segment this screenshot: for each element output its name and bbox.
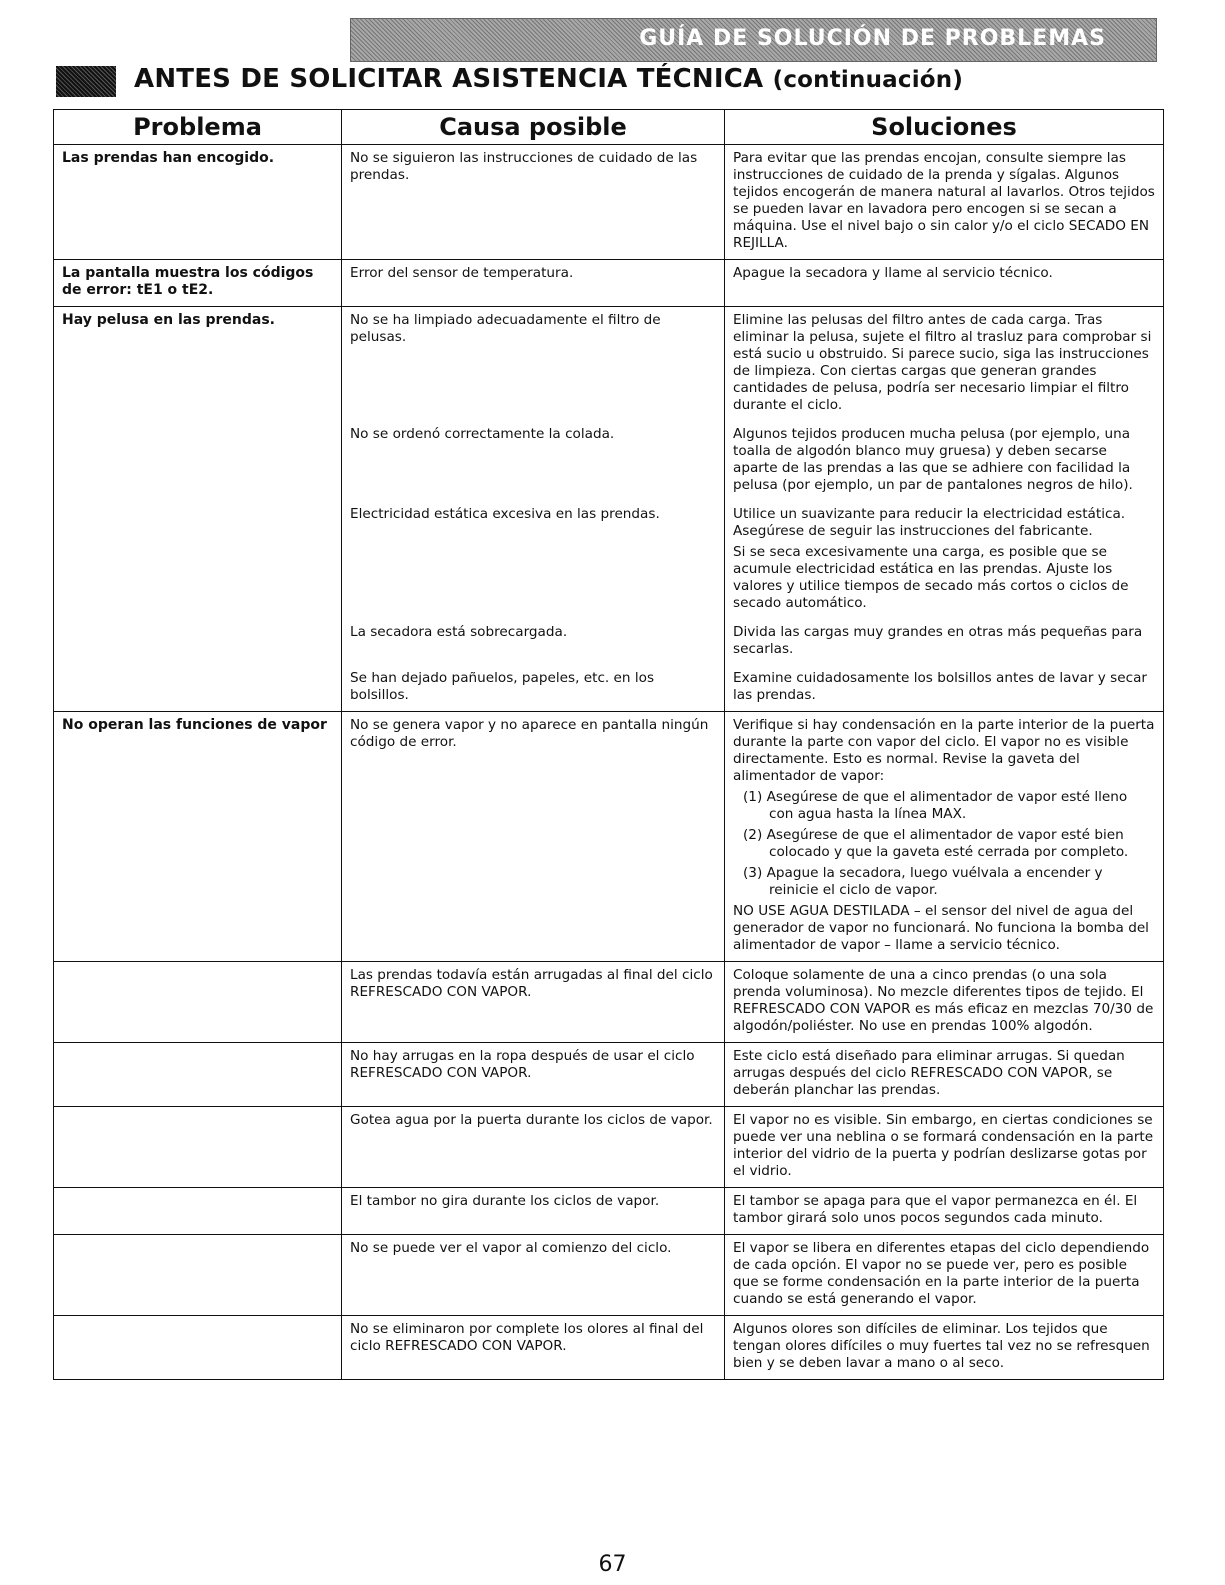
problem-cell — [54, 1316, 342, 1380]
solution-cell — [725, 1316, 1164, 1380]
solution-cell — [725, 501, 1164, 619]
solution-step: (3) Apague la secadora, luego vuélvala a encender y reinicie el ciclo de vapor. — [743, 865, 1103, 898]
solution-text: Verifique si hay condensación en la parte interior de la puerta durante la parte con vapor del ciclo. El vapor no es visible directamente. Esto es normal. Revise la gaveta del alimentador de vapor: — [733, 717, 1155, 784]
table-row — [54, 712, 1164, 962]
table-row — [54, 962, 1164, 1043]
solution-cell — [725, 1235, 1164, 1316]
problem-cell — [54, 665, 342, 712]
cause-cell: No se eliminaron por complete los olores al final del ciclo REFRESCADO CON VAPOR. — [342, 1316, 725, 1380]
solution-cell — [725, 712, 1164, 962]
problem-cell: Las prendas han encogido. — [54, 145, 342, 260]
cause-cell: La secadora está sobrecargada. — [342, 619, 725, 665]
problem-cell — [54, 1235, 342, 1316]
table-header-row — [54, 110, 1164, 145]
problem-cell — [54, 1188, 342, 1235]
cause-cell: Gotea agua por la puerta durante los ciclos de vapor. — [342, 1107, 725, 1188]
solution-cell — [725, 260, 1164, 307]
cause-cell: Las prendas todavía están arrugadas al final del ciclo REFRESCADO CON VAPOR. — [342, 962, 725, 1043]
problem-cell: No operan las funciones de vapor — [54, 712, 342, 962]
page-title-main: ANTES DE SOLICITAR ASISTENCIA TÉCNICA — [134, 64, 764, 94]
solution-text: Algunos olores son difíciles de eliminar. Los tejidos que tengan olores difíciles o muy fuertes tal vez no se refresquen bien y se deben lavar a mano o al seco. — [733, 1321, 1150, 1371]
solution-notes: NO USE AGUA DESTILADA – el sensor del nivel de agua del generador de vapor no funcionará. No funciona la bomba del alimentador de vapor – llame a servicio técnico. — [733, 903, 1149, 953]
solution-cell — [725, 307, 1164, 422]
table-row — [54, 501, 1164, 619]
solution-text: Si se seca excesivamente una carga, es posible que se acumule electricidad estática en las prendas. Ajuste los valores y utilice tiempos de secado más cortos o ciclos de secado automático. — [733, 544, 1129, 611]
page-title — [134, 64, 963, 94]
solution-text: Elimine las pelusas del filtro antes de cada carga. Tras eliminar la pelusa, sujete el filtro al trasluz para comprobar si está sucio u obstruido. Si parece sucio, siga las instrucciones de limpieza. Con ciertas cargas que generan grandes cantidades de pelusa, podría ser necesario limpiar el filtro durante el ciclo. — [733, 312, 1152, 413]
table-row — [54, 619, 1164, 665]
page-title-suffix: (continuación) — [772, 67, 964, 93]
column-header-cause: Causa posible — [342, 110, 725, 145]
problem-cell — [54, 619, 342, 665]
solution-cell — [725, 1043, 1164, 1107]
solution-text: Examine cuidadosamente los bolsillos antes de lavar y secar las prendas. — [733, 670, 1148, 703]
solution-cell — [725, 962, 1164, 1043]
solution-cell — [725, 1188, 1164, 1235]
problem-cell: Hay pelusa en las prendas. — [54, 307, 342, 422]
cause-cell: No se siguieron las instrucciones de cuidado de las prendas. — [342, 145, 725, 260]
problem-cell — [54, 501, 342, 619]
solution-cell — [725, 1107, 1164, 1188]
solution-step: (1) Asegúrese de que el alimentador de vapor esté lleno con agua hasta la línea MAX. — [743, 789, 1128, 822]
solution-text: Este ciclo está diseñado para eliminar arrugas. Si quedan arrugas después del ciclo REFRESCADO CON VAPOR, se deberán planchar las prendas. — [733, 1048, 1125, 1098]
section-header-band — [350, 18, 1157, 62]
table-row — [54, 1235, 1164, 1316]
troubleshooting-table — [53, 109, 1164, 1380]
table-row — [54, 665, 1164, 712]
problem-cell — [54, 421, 342, 501]
table-row — [54, 1188, 1164, 1235]
table-row — [54, 307, 1164, 422]
column-header-solutions: Soluciones — [725, 110, 1164, 145]
solution-cell — [725, 619, 1164, 665]
solution-text: El tambor se apaga para que el vapor permanezca en él. El tambor girará solo unos pocos segundos cada minuto. — [733, 1193, 1138, 1226]
cause-cell: No se genera vapor y no aparece en pantalla ningún código de error. — [342, 712, 725, 962]
table-row — [54, 260, 1164, 307]
solution-text: Utilice un suavizante para reducir la electricidad estática. Asegúrese de seguir las instrucciones del fabricante. — [733, 506, 1126, 539]
solution-text: Para evitar que las prendas encojan, consulte siempre las instrucciones de cuidado de la prenda y sígalas. Algunos tejidos encogerán de manera natural al lavarlos. Otros tejidos se pueden lavar en lavadora pero encogen si se secan a máquina. Use el nivel bajo o sin calor y/o el ciclo SECADO EN REJILLA. — [733, 150, 1155, 251]
cause-cell: Se han dejado pañuelos, papeles, etc. en los bolsillos. — [342, 665, 725, 712]
problem-cell — [54, 962, 342, 1043]
problem-cell — [54, 1043, 342, 1107]
table-row — [54, 421, 1164, 501]
cause-cell: El tambor no gira durante los ciclos de vapor. — [342, 1188, 725, 1235]
table-row — [54, 1316, 1164, 1380]
solution-text: Coloque solamente de una a cinco prendas (o una sola prenda voluminosa). No mezcle diferentes tipos de tejido. El REFRESCADO CON VAPOR es más eficaz en mezclas 70/30 de algodón/poliéster. No use en prendas 100% algodón. — [733, 967, 1154, 1034]
cause-cell: No se ordenó correctamente la colada. — [342, 421, 725, 501]
cause-cell: No se puede ver el vapor al comienzo del ciclo. — [342, 1235, 725, 1316]
cause-cell: Electricidad estática excesiva en las prendas. — [342, 501, 725, 619]
solution-cell — [725, 665, 1164, 712]
solution-cell — [725, 145, 1164, 260]
cause-cell: No hay arrugas en la ropa después de usar el ciclo REFRESCADO CON VAPOR. — [342, 1043, 725, 1107]
problem-cell: La pantalla muestra los códigos de error: tE1 o tE2. — [54, 260, 342, 307]
solution-step: (2) Asegúrese de que el alimentador de vapor esté bien colocado y que la gaveta esté cerrada por completo. — [743, 827, 1129, 860]
solution-text: Algunos tejidos producen mucha pelusa (por ejemplo, una toalla de algodón blanco muy gruesa) y deben secarse aparte de las prendas a las que se adhiere con facilidad la pelusa (por ejemplo, un par de pantalones negros de hilo). — [733, 426, 1133, 493]
solution-text: Apague la secadora y llame al servicio técnico. — [733, 265, 1053, 281]
cause-cell: No se ha limpiado adecuadamente el filtro de pelusas. — [342, 307, 725, 422]
solution-cell — [725, 421, 1164, 501]
problem-cell — [54, 1107, 342, 1188]
table-row — [54, 1043, 1164, 1107]
page-number: 67 — [598, 1552, 627, 1577]
section-marker-square — [56, 66, 116, 97]
solution-text: Divida las cargas muy grandes en otras más pequeñas para secarlas. — [733, 624, 1143, 657]
header-band-text: GUÍA DE SOLUCIÓN DE PROBLEMAS — [639, 26, 1106, 51]
solution-text: El vapor se libera en diferentes etapas del ciclo dependiendo de cada opción. El vapor no se puede ver, pero es posible que se forme condensación en la parte interior de la puerta cuando se está generando el vapor. — [733, 1240, 1150, 1307]
table-row — [54, 145, 1164, 260]
column-header-problem: Problema — [54, 110, 342, 145]
table-row — [54, 1107, 1164, 1188]
solution-text: El vapor no es visible. Sin embargo, en ciertas condiciones se puede ver una neblina o se formará condensación en la parte interior del vidrio de la puerta y podrían deslizarse gotas por el vidrio. — [733, 1112, 1154, 1179]
cause-cell: Error del sensor de temperatura. — [342, 260, 725, 307]
